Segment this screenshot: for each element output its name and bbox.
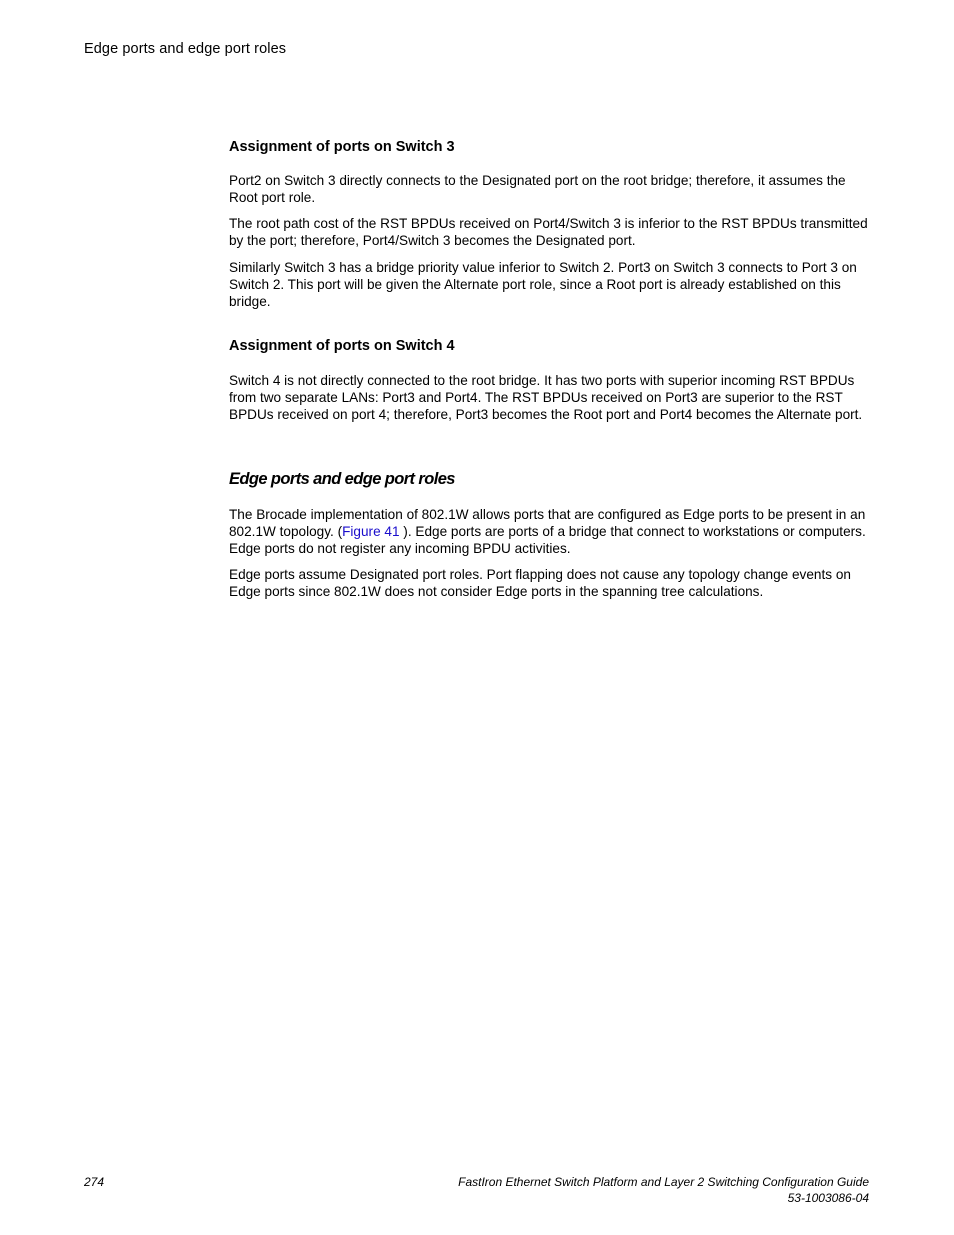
- paragraph-edge-ports-intro: [229, 506, 869, 558]
- figure-41-link[interactable]: Figure 41: [342, 524, 400, 540]
- edge-intro-text-after: ). Edge ports are ports of a bridge that connect to workstations or computers. Edge ports do not register any incoming BPDU activities.: [229, 524, 866, 557]
- paragraph-switch4-ports: Switch 4 is not directly connected to the root bridge. It has two ports with superior incoming RST BPDUs from two separate LANs: Port3 and Port4. The RST BPDUs received on Port3 are superior to the RST BPDUs received on port 4; therefore, Port3 becomes the Root port and Port4 becomes the Alternate port.: [229, 373, 863, 423]
- heading-switch4: Assignment of ports on Switch 4: [229, 338, 455, 354]
- footer-doc-info: [458, 1175, 869, 1206]
- paragraph-switch3-alternate-port: Similarly Switch 3 has a bridge priority value inferior to Switch 2. Port3 on Switch 3 connects to Port 3 on Switch 2. This port will be given the Alternate port role, since a Root port is already established on this bridge.: [229, 260, 857, 310]
- page-number: 274: [84, 1175, 105, 1189]
- heading-edge-ports: Edge ports and edge port roles: [229, 470, 455, 488]
- paragraph-switch3-designated-port: The root path cost of the RST BPDUs received on Port4/Switch 3 is inferior to the RST BPDUs transmitted by the port; therefore, Port4/Switch 3 becomes the Designated port.: [229, 216, 868, 249]
- paragraph-switch3-root-port: Port2 on Switch 3 directly connects to the Designated port on the root bridge; therefore, it assumes the Root port role.: [229, 173, 846, 206]
- running-header: Edge ports and edge port roles: [84, 41, 287, 57]
- heading-switch3: Assignment of ports on Switch 3: [229, 139, 455, 155]
- edge-intro-text-before: The Brocade implementation of 802.1W allows ports that are configured as Edge ports to be present in an 802.1W topology. (: [229, 507, 866, 540]
- doc-number: 53-1003086-04: [787, 1190, 869, 1205]
- guide-title: FastIron Ethernet Switch Platform and Layer 2 Switching Configuration Guide: [458, 1175, 869, 1189]
- paragraph-edge-ports-roles: Edge ports assume Designated port roles. Port flapping does not cause any topology change events on Edge ports since 802.1W does not consider Edge ports in the spanning tree calculations.: [229, 567, 851, 600]
